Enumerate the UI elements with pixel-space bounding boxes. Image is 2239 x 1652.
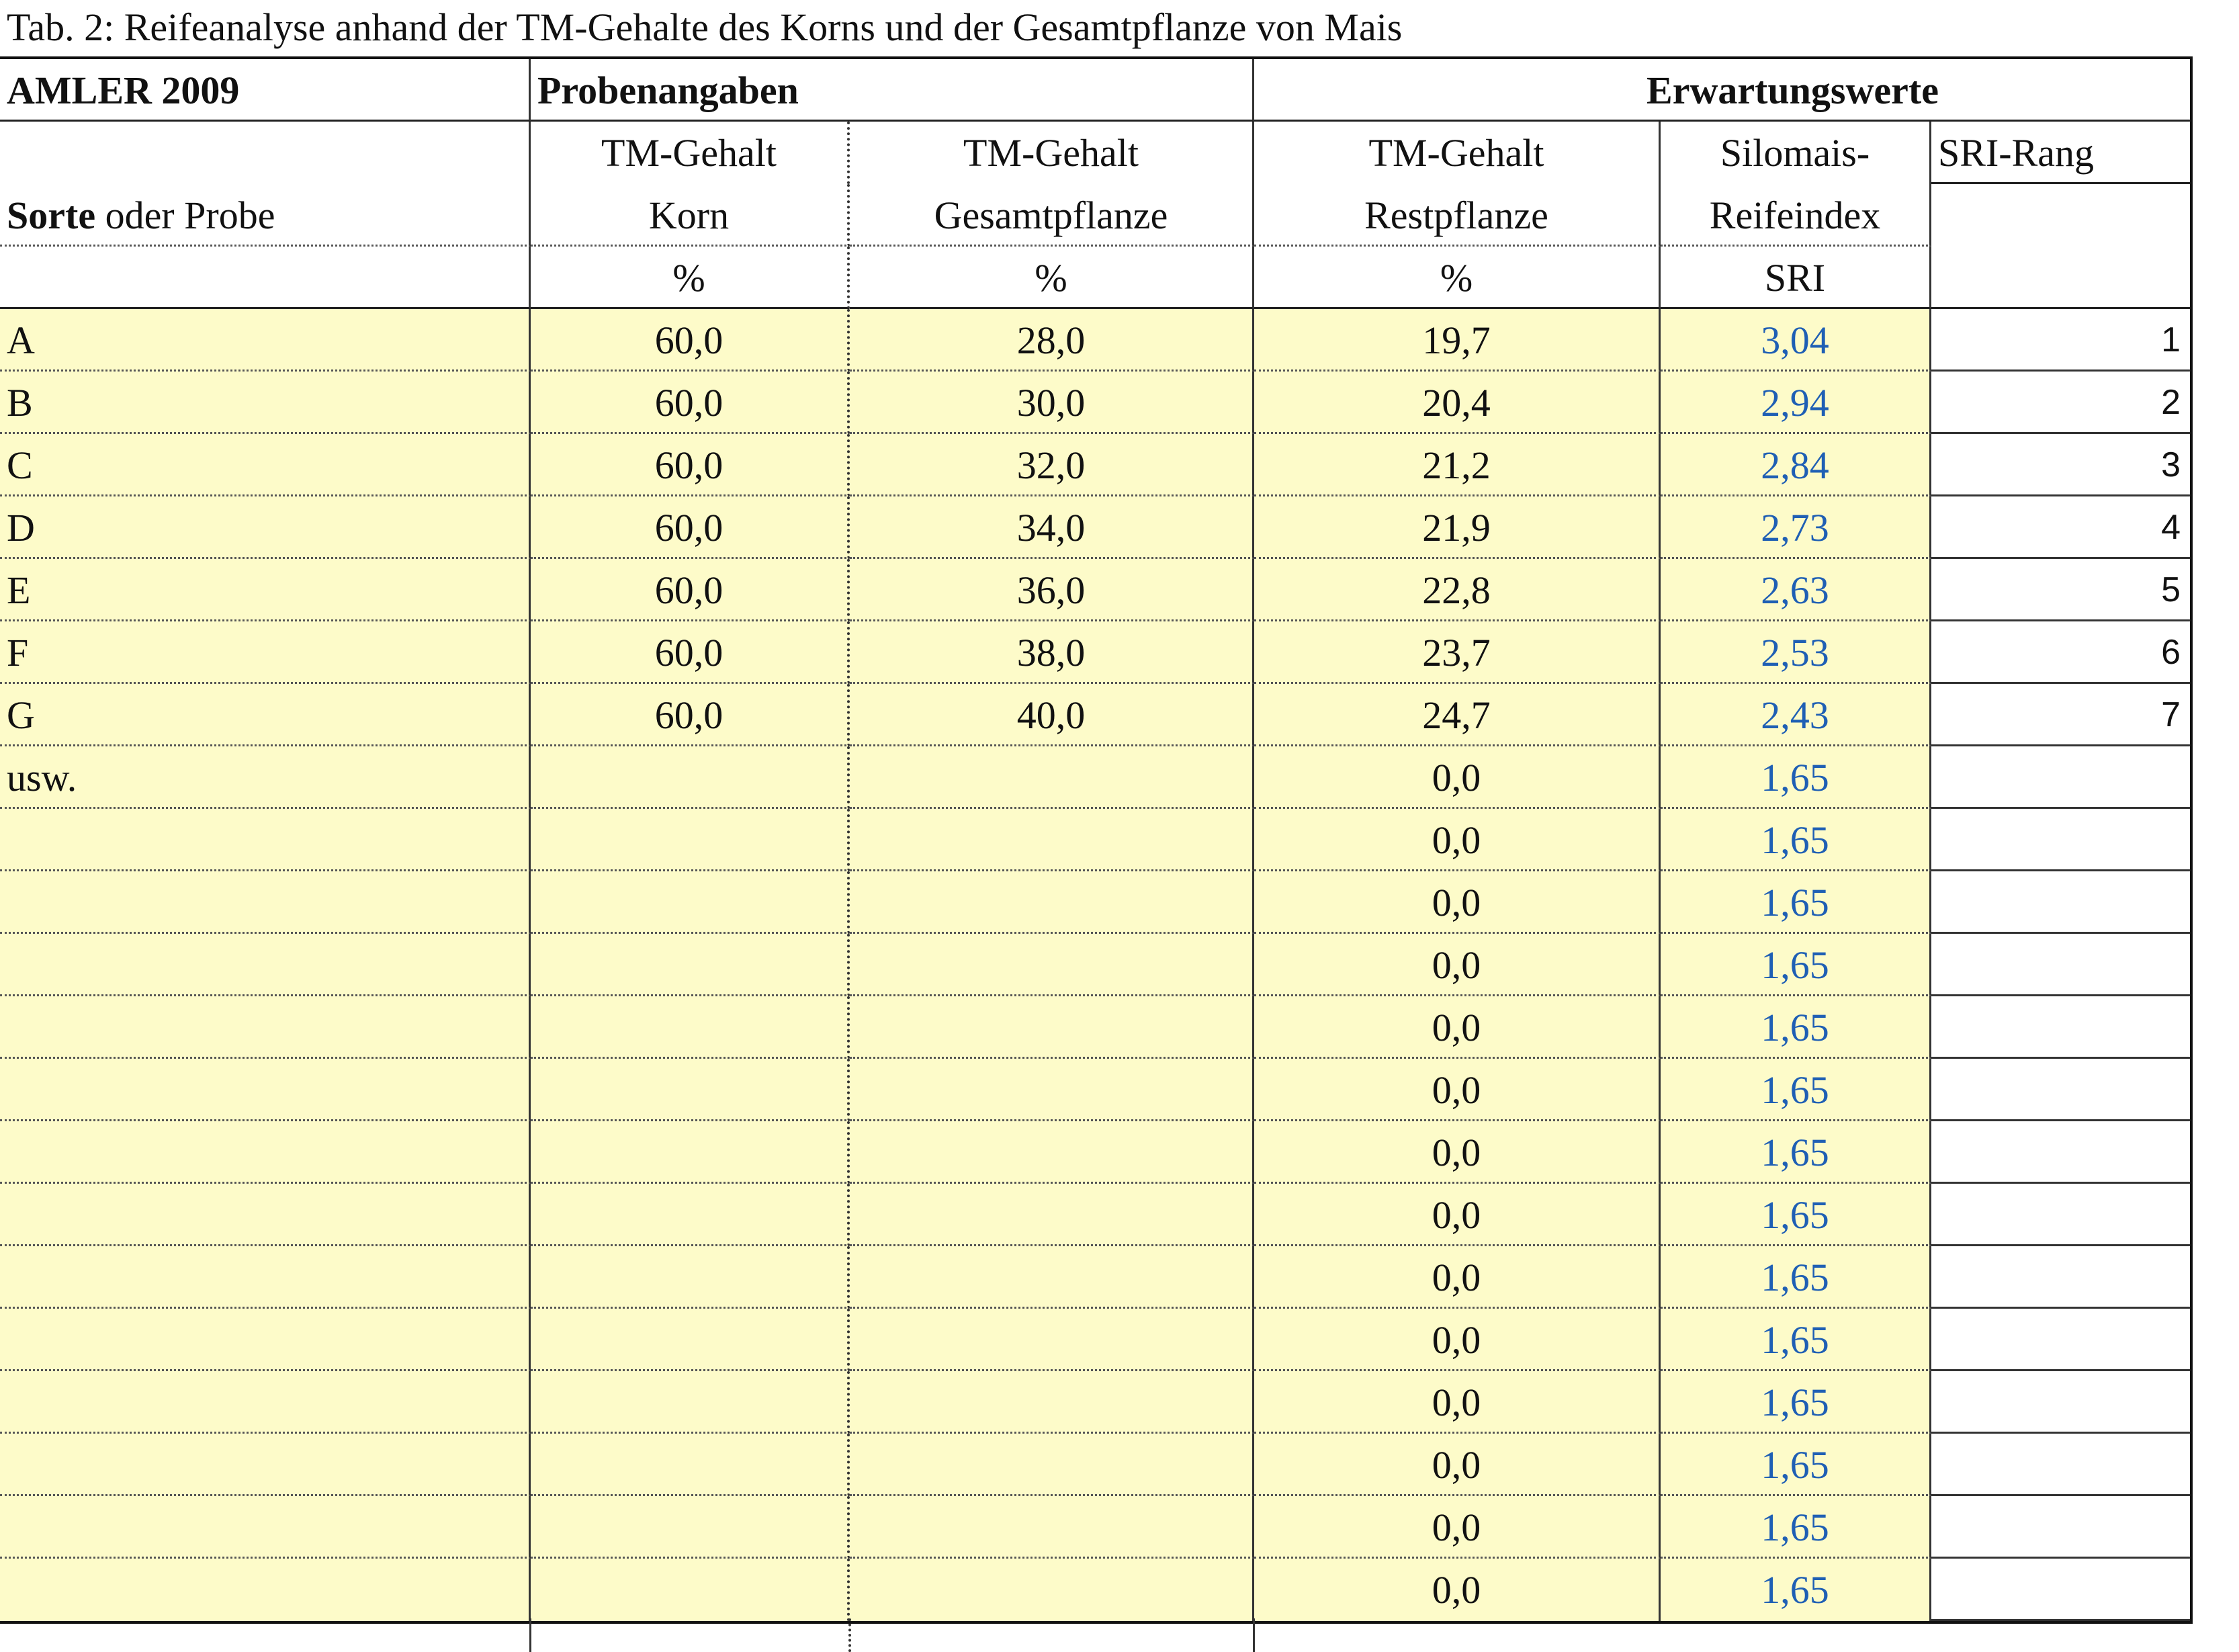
cell-tm-rest[interactable]: 24,7 — [1254, 684, 1661, 746]
cell-tm-korn[interactable] — [531, 1434, 850, 1496]
header-sorte[interactable] — [0, 184, 531, 247]
cell-tm-gesamt[interactable] — [850, 746, 1254, 809]
cell-tm-rest[interactable]: 19,7 — [1254, 309, 1661, 372]
cell-sri[interactable]: 1,65 — [1661, 1184, 1931, 1246]
cell-tm-rest[interactable]: 0,0 — [1254, 1184, 1661, 1246]
cell-tm-korn[interactable] — [531, 1184, 850, 1246]
cell-tm-gesamt[interactable]: 30,0 — [850, 372, 1254, 434]
cell-tm-rest[interactable]: 23,7 — [1254, 621, 1661, 684]
cell-sorte[interactable] — [0, 1496, 531, 1559]
cell-tm-gesamt[interactable] — [850, 1184, 1254, 1246]
cell-sri-rang[interactable] — [1931, 871, 2190, 934]
cell-tm-korn[interactable]: 60,0 — [531, 434, 850, 496]
cell-tm-korn[interactable] — [531, 996, 850, 1059]
cell-sri[interactable]: 1,65 — [1661, 1434, 1931, 1496]
cell-sorte[interactable] — [0, 809, 531, 871]
cell-tm-korn[interactable]: 60,0 — [531, 684, 850, 746]
header-empty-4[interactable] — [1931, 247, 2190, 309]
cell-sri[interactable]: 1,65 — [1661, 1246, 1931, 1309]
cell-tm-korn[interactable] — [531, 1309, 850, 1371]
cell-tm-gesamt[interactable] — [850, 1246, 1254, 1309]
cell-sri-rang[interactable] — [1931, 1371, 2190, 1434]
cell-tm-korn[interactable] — [531, 934, 850, 996]
cell-sri[interactable]: 1,65 — [1661, 746, 1931, 809]
cell-sorte[interactable] — [0, 1559, 531, 1621]
cell-sri[interactable]: 1,65 — [1661, 1059, 1931, 1121]
cell-sorte[interactable] — [0, 1059, 531, 1121]
cell-tm-rest[interactable]: 0,0 — [1254, 1121, 1661, 1184]
cell-sri-rang[interactable] — [1931, 934, 2190, 996]
cell-sri-rang[interactable] — [1931, 1559, 2190, 1621]
header-empty-2[interactable] — [1931, 184, 2190, 247]
cell-sorte[interactable] — [0, 1184, 531, 1246]
cell-tm-gesamt[interactable] — [850, 996, 1254, 1059]
unit-korn[interactable]: % — [531, 247, 850, 309]
header-restpflanze[interactable]: Restpflanze — [1254, 184, 1661, 247]
cell-tm-rest[interactable]: 22,8 — [1254, 559, 1661, 621]
cell-sri[interactable]: 2,73 — [1661, 496, 1931, 559]
cell-tm-korn[interactable] — [531, 1559, 850, 1621]
cell-tm-rest[interactable]: 0,0 — [1254, 809, 1661, 871]
cell-tm-gesamt[interactable]: 40,0 — [850, 684, 1254, 746]
cell-tm-korn[interactable] — [531, 871, 850, 934]
cell-tm-rest[interactable]: 0,0 — [1254, 1371, 1661, 1434]
cell-sri[interactable]: 2,84 — [1661, 434, 1931, 496]
cell-sri[interactable]: 1,65 — [1661, 1121, 1931, 1184]
cell-sri[interactable]: 3,04 — [1661, 309, 1931, 372]
cell-tm-gesamt[interactable] — [850, 1371, 1254, 1434]
cell-tm-rest[interactable]: 0,0 — [1254, 746, 1661, 809]
sorte-bold-label: Sorte — [7, 193, 96, 237]
cell-tm-korn[interactable]: 60,0 — [531, 496, 850, 559]
cell-tm-gesamt[interactable] — [850, 871, 1254, 934]
cell-sorte[interactable] — [0, 1309, 531, 1371]
cell-tm-gesamt[interactable] — [850, 809, 1254, 871]
cell-sri[interactable]: 1,65 — [1661, 1371, 1931, 1434]
header-tm-gesamt[interactable]: TM-Gehalt — [850, 122, 1254, 184]
cell-sri-rang[interactable]: 3 — [1931, 434, 2190, 496]
cell-tm-gesamt[interactable] — [850, 1059, 1254, 1121]
cell-tm-korn[interactable] — [531, 1059, 850, 1121]
cell-tm-rest[interactable]: 0,0 — [1254, 1059, 1661, 1121]
column-divider — [1253, 1618, 1255, 1652]
cell-tm-rest[interactable]: 0,0 — [1254, 1309, 1661, 1371]
cell-tm-korn[interactable] — [531, 1371, 850, 1434]
cell-sri[interactable]: 2,53 — [1661, 621, 1931, 684]
cell-sri[interactable]: 2,43 — [1661, 684, 1931, 746]
header-empty-3[interactable] — [0, 247, 531, 309]
cell-sri-rang[interactable] — [1931, 1496, 2190, 1559]
cell-sri-rang[interactable]: 1 — [1931, 309, 2190, 372]
cell-tm-rest[interactable]: 21,2 — [1254, 434, 1661, 496]
cell-sri[interactable]: 1,65 — [1661, 1496, 1931, 1559]
cell-sorte[interactable]: B — [0, 372, 531, 434]
cell-tm-rest[interactable]: 0,0 — [1254, 871, 1661, 934]
cell-sri-rang[interactable] — [1931, 1434, 2190, 1496]
cell-sri-rang[interactable]: 4 — [1931, 496, 2190, 559]
cell-sorte[interactable] — [0, 996, 531, 1059]
cell-tm-gesamt[interactable] — [850, 1309, 1254, 1371]
cell-tm-gesamt[interactable] — [850, 1434, 1254, 1496]
cell-sri[interactable]: 1,65 — [1661, 871, 1931, 934]
cell-sri-rang[interactable] — [1931, 1246, 2190, 1309]
cell-tm-gesamt[interactable]: 34,0 — [850, 496, 1254, 559]
cell-sri-rang[interactable]: 2 — [1931, 372, 2190, 434]
cell-tm-korn[interactable]: 60,0 — [531, 559, 850, 621]
cell-sri-rang[interactable]: 7 — [1931, 684, 2190, 746]
cell-sri-rang[interactable] — [1931, 746, 2190, 809]
cell-sorte[interactable]: F — [0, 621, 531, 684]
cell-sri[interactable]: 2,94 — [1661, 372, 1931, 434]
column-divider — [848, 1618, 851, 1652]
cell-tm-korn[interactable] — [531, 746, 850, 809]
cell-tm-rest[interactable]: 0,0 — [1254, 1496, 1661, 1559]
header-gesamtpflanze[interactable]: Gesamtpflanze — [850, 184, 1254, 247]
header-sri-rang[interactable]: SRI-Rang — [1931, 122, 2190, 184]
cell-tm-korn[interactable] — [531, 1121, 850, 1184]
cell-sri-rang[interactable]: 5 — [1931, 559, 2190, 621]
cell-tm-rest[interactable]: 0,0 — [1254, 996, 1661, 1059]
cell-tm-gesamt[interactable] — [850, 1121, 1254, 1184]
header-reifeindex[interactable]: Reifeindex — [1661, 184, 1931, 247]
cell-tm-korn[interactable] — [531, 1246, 850, 1309]
cell-tm-rest[interactable]: 0,0 — [1254, 1559, 1661, 1621]
cell-tm-korn[interactable]: 60,0 — [531, 372, 850, 434]
header-tm-korn[interactable]: TM-Gehalt — [531, 122, 850, 184]
reifeanalyse-table — [0, 56, 2193, 1624]
cell-tm-gesamt[interactable]: 36,0 — [850, 559, 1254, 621]
table-caption: Tab. 2: Reifeanalyse anhand der TM-Gehalte des Korns und der Gesamtpflanze von Mais — [7, 5, 1403, 49]
cell-tm-rest[interactable]: 21,9 — [1254, 496, 1661, 559]
cell-sorte[interactable]: usw. — [0, 746, 531, 809]
unit-sri[interactable]: SRI — [1661, 247, 1931, 309]
cell-tm-gesamt[interactable]: 32,0 — [850, 434, 1254, 496]
cell-tm-korn[interactable]: 60,0 — [531, 309, 850, 372]
cell-tm-korn[interactable] — [531, 809, 850, 871]
cell-sorte[interactable] — [0, 1371, 531, 1434]
cell-tm-korn[interactable]: 60,0 — [531, 621, 850, 684]
cell-tm-rest[interactable]: 0,0 — [1254, 934, 1661, 996]
erwartungswerte-label: Erwartungswerte — [1647, 69, 1939, 112]
cell-tm-gesamt[interactable] — [850, 1559, 1254, 1621]
cell-sorte[interactable]: D — [0, 496, 531, 559]
header-tm-rest[interactable]: TM-Gehalt — [1254, 122, 1661, 184]
cell-sorte[interactable] — [0, 934, 531, 996]
header-probenangaben[interactable]: Probenangaben — [531, 59, 1254, 122]
cell-sri-rang[interactable] — [1931, 809, 2190, 871]
cell-sri[interactable]: 1,65 — [1661, 1309, 1931, 1371]
spreadsheet — [0, 56, 2239, 1649]
cell-sri-rang[interactable]: 6 — [1931, 621, 2190, 684]
header-empty-1[interactable] — [0, 122, 531, 184]
cell-sri[interactable]: 1,65 — [1661, 996, 1931, 1059]
cell-tm-rest[interactable]: 0,0 — [1254, 1246, 1661, 1309]
cell-tm-gesamt[interactable] — [850, 934, 1254, 996]
cell-sri[interactable]: 2,63 — [1661, 559, 1931, 621]
cell-sorte[interactable]: C — [0, 434, 531, 496]
cell-sri-rang[interactable] — [1931, 1184, 2190, 1246]
header-silomais[interactable]: Silomais- — [1661, 122, 1931, 184]
cell-tm-gesamt[interactable]: 38,0 — [850, 621, 1254, 684]
cell-sorte[interactable]: E — [0, 559, 531, 621]
column-divider — [529, 1618, 531, 1652]
cell-sri-rang[interactable] — [1931, 1059, 2190, 1121]
cell-sri[interactable]: 1,65 — [1661, 934, 1931, 996]
unit-gesamt[interactable]: % — [850, 247, 1254, 309]
unit-rest[interactable]: % — [1254, 247, 1661, 309]
cell-sorte[interactable] — [0, 871, 531, 934]
grid-overflow — [0, 1618, 2239, 1652]
cell-sri[interactable]: 1,65 — [1661, 809, 1931, 871]
sorte-rest-label: oder Probe — [95, 193, 275, 237]
cell-tm-gesamt[interactable] — [850, 1496, 1254, 1559]
header-erwartungswerte[interactable] — [1254, 59, 2190, 122]
cell-sri-rang[interactable] — [1931, 1309, 2190, 1371]
header-amler[interactable]: AMLER 2009 — [0, 59, 531, 122]
cell-sri-rang[interactable] — [1931, 1121, 2190, 1184]
cell-tm-gesamt[interactable]: 28,0 — [850, 309, 1254, 372]
cell-sorte[interactable]: G — [0, 684, 531, 746]
cell-sri-rang[interactable] — [1931, 996, 2190, 1059]
cell-sorte[interactable] — [0, 1246, 531, 1309]
cell-sorte[interactable] — [0, 1434, 531, 1496]
cell-sri[interactable]: 1,65 — [1661, 1559, 1931, 1621]
cell-sorte[interactable] — [0, 1121, 531, 1184]
cell-tm-rest[interactable]: 20,4 — [1254, 372, 1661, 434]
cell-sorte[interactable]: A — [0, 309, 531, 372]
cell-tm-korn[interactable] — [531, 1496, 850, 1559]
cell-tm-rest[interactable]: 0,0 — [1254, 1434, 1661, 1496]
header-korn[interactable]: Korn — [531, 184, 850, 247]
